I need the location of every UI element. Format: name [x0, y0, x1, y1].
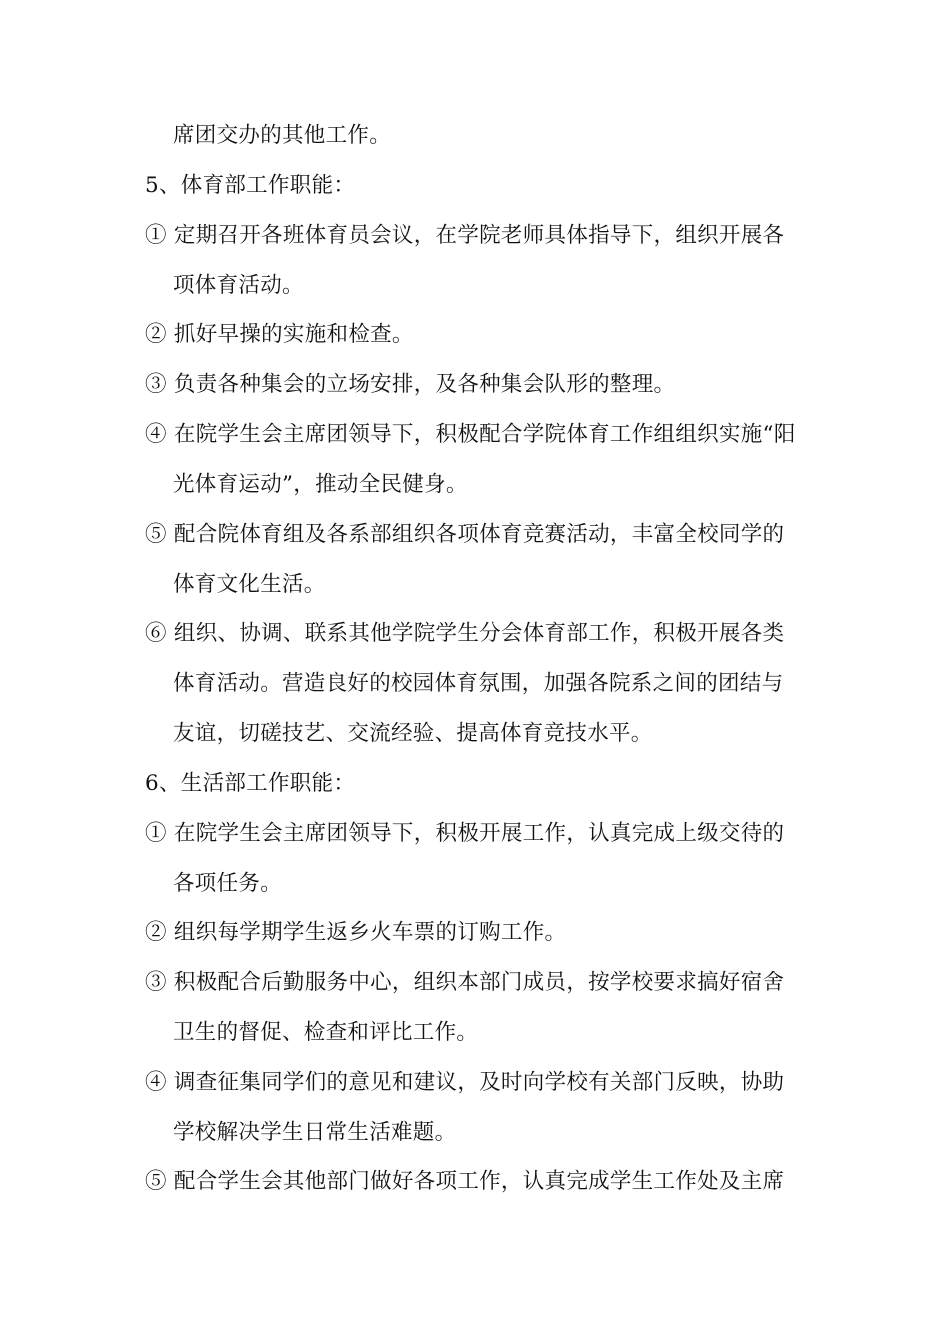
list-item-line: ④ 调查征集同学们的意见和建议，及时向学校有关部门反映，协助	[145, 1070, 785, 1095]
list-item-line: ① 在院学生会主席团领导下，积极开展工作，认真完成上级交待的	[145, 821, 785, 846]
text-line-continuation: 卫生的督促、检查和评比工作。	[173, 1020, 479, 1045]
text-line-continuation: 友谊，切磋技艺、交流经验、提高体育竞技水平。	[173, 721, 653, 746]
text-line-continuation: 体育文化生活。	[173, 572, 326, 597]
list-item-line: ④ 在院学生会主席团领导下，积极配合学院体育工作组组织实施“阳	[145, 422, 796, 447]
text-line-continuation: 项体育活动。	[173, 273, 304, 298]
list-item-line: ⑤ 配合学生会其他部门做好各项工作，认真完成学生工作处及主席	[145, 1169, 785, 1194]
section-heading-sports: 5、体育部工作职能：	[145, 173, 356, 198]
list-item-line: ③ 积极配合后勤服务中心，组织本部门成员，按学校要求搞好宿舍	[145, 970, 785, 995]
list-item-line: ⑥ 组织、协调、联系其他学院学生分会体育部工作，积极开展各类	[145, 621, 785, 646]
text-line-continuation: 光体育运动”，推动全民健身。	[173, 472, 468, 497]
list-item-line: ② 组织每学期学生返乡火车票的订购工作。	[145, 920, 567, 945]
list-item-line: ⑤ 配合院体育组及各系部组织各项体育竞赛活动，丰富全校同学的	[145, 522, 785, 547]
list-item-line: ② 抓好早操的实施和检查。	[145, 322, 414, 347]
text-line-continuation: 学校解决学生日常生活难题。	[173, 1120, 457, 1145]
text-line-continuation: 席团交办的其他工作。	[173, 123, 392, 148]
section-heading-life: 6、生活部工作职能：	[145, 771, 356, 796]
text-line-continuation: 各项任务。	[173, 871, 283, 896]
list-item-line: ③ 负责各种集会的立场安排，及各种集会队形的整理。	[145, 372, 676, 397]
list-item-line: ① 定期召开各班体育员会议，在学院老师具体指导下，组织开展各	[145, 223, 785, 248]
text-line-continuation: 体育活动。营造良好的校园体育氛围，加强各院系之间的团结与	[173, 671, 784, 696]
